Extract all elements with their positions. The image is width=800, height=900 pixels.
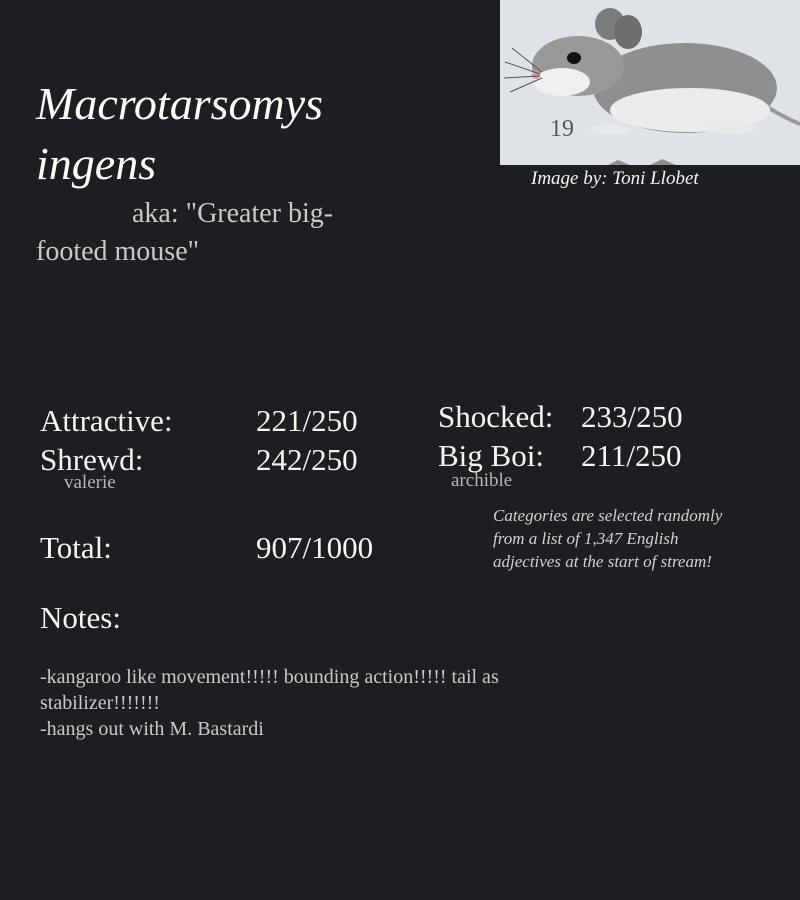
mouse-illustration	[500, 0, 800, 165]
common-name: aka: "Greater big-footed mouse"	[36, 198, 334, 267]
score-value-big-boi: 211/250	[581, 438, 682, 473]
categories-note: Categories are selected randomly from a list of 1,347 English adjectives at the start of stream!	[493, 506, 723, 571]
total-value: 907/1000	[256, 530, 374, 565]
big-boi-suggested-by: archible	[451, 470, 513, 491]
score-label-big-boi: Big Boi:	[438, 438, 544, 473]
score-label-shrewd: Shrewd:	[40, 442, 144, 477]
notes-heading: Notes:	[40, 600, 121, 635]
shrewd-suggested-by: valerie	[64, 472, 116, 493]
score-value-attractive: 221/250	[256, 403, 358, 438]
score-value-shrewd: 242/250	[256, 442, 358, 477]
species-name: Macrotarsomys ingens	[36, 78, 324, 189]
note-line: -kangaroo like movement!!!!! bounding action!!!!! tail as stabilizer!!!!!!!	[40, 666, 499, 714]
species-illustration	[500, 0, 800, 165]
score-value-shocked: 233/250	[581, 399, 683, 434]
image-credit: Image by: Toni Llobet	[531, 168, 699, 189]
total-label: Total:	[40, 530, 112, 565]
notes-list	[40, 664, 510, 742]
plate-number: 19	[550, 116, 574, 142]
score-label-attractive: Attractive:	[40, 403, 173, 438]
score-label-shocked: Shocked:	[438, 399, 554, 434]
note-line: -hangs out with M. Bastardi	[40, 718, 264, 740]
